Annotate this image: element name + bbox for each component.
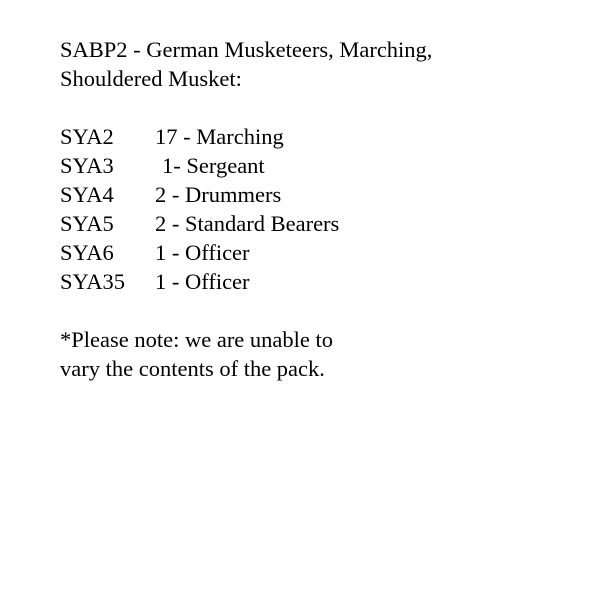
list-item bbox=[60, 151, 580, 180]
item-description: 2 - Standard Bearers bbox=[155, 211, 340, 236]
pack-title-line-2: Shouldered Musket: bbox=[60, 66, 242, 91]
pack-title-line-1: SABP2 - German Musketeers, Marching, bbox=[60, 37, 433, 62]
product-description bbox=[60, 35, 580, 383]
spacer bbox=[60, 93, 580, 122]
item-code: SYA2 bbox=[60, 124, 114, 149]
list-item bbox=[60, 180, 580, 209]
list-item bbox=[60, 209, 580, 238]
item-description: 17 - Marching bbox=[155, 124, 284, 149]
spacer bbox=[60, 296, 580, 325]
list-item bbox=[60, 267, 580, 296]
list-item bbox=[60, 122, 580, 151]
note-line-1: *Please note: we are unable to bbox=[60, 327, 334, 352]
item-code: SYA5 bbox=[60, 211, 114, 236]
item-code: SYA3 bbox=[60, 153, 114, 178]
item-description: 1- Sergeant bbox=[162, 153, 265, 178]
item-description: 1 - Officer bbox=[155, 240, 250, 265]
item-code: SYA4 bbox=[60, 182, 114, 207]
item-description: 1 - Officer bbox=[155, 269, 250, 294]
list-item bbox=[60, 238, 580, 267]
note-line-2: vary the contents of the pack. bbox=[60, 356, 325, 381]
item-description: 2 - Drummers bbox=[155, 182, 282, 207]
item-code: SYA35 bbox=[60, 269, 126, 294]
item-code: SYA6 bbox=[60, 240, 114, 265]
